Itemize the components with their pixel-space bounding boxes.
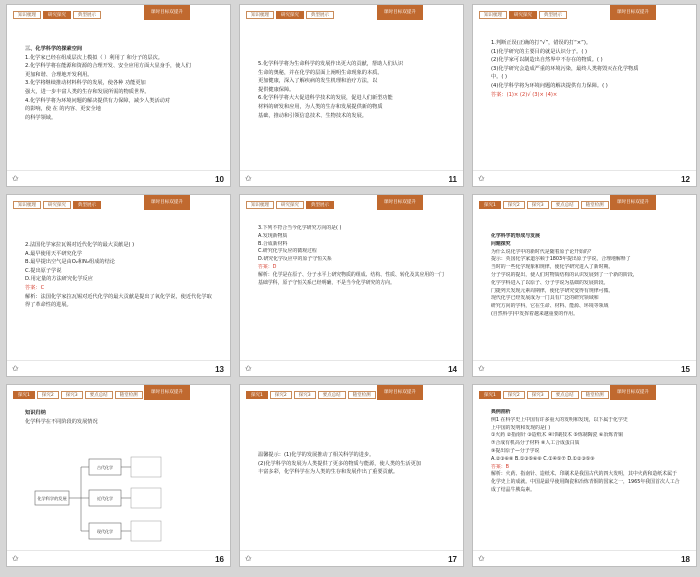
text-line: A.发现新物质	[258, 232, 288, 239]
tab-examples[interactable]: 典型展示	[306, 201, 334, 209]
slide-footer	[473, 360, 696, 376]
text-line: 温馨提示：(1)化学的发展推动了相关科学的进步。	[258, 452, 375, 458]
diagram-root-label: 化学科学的发展	[37, 496, 67, 501]
tab-quiz[interactable]: 随堂检测	[348, 391, 376, 399]
tab-summary[interactable]: 要点总结	[551, 201, 579, 209]
slide-content	[258, 451, 447, 477]
slide-tabs	[479, 11, 567, 19]
slide-number: 12	[681, 175, 690, 184]
slide-thumbnail[interactable]	[239, 4, 464, 187]
slide-number: 11	[448, 175, 457, 184]
slide-content	[258, 60, 447, 120]
slide-thumbnail[interactable]	[472, 4, 697, 187]
slide-banner: 课时目标双提升	[610, 5, 656, 20]
slide-content	[25, 241, 214, 310]
text-line: 化学科学在不同阶段的发展情况	[25, 418, 98, 425]
slide-tabs	[13, 201, 101, 209]
text-line: 为什么说化学中的新时代是随着原子论开始的？	[491, 248, 594, 255]
tab-examples[interactable]: 典型展示	[73, 11, 101, 19]
slide-banner: 课时目标双提升	[377, 5, 423, 20]
text-line: D.用定量的方法研究化学反应	[25, 276, 93, 283]
tab-summary[interactable]: 要点总结	[85, 391, 113, 399]
tab-explore[interactable]: 研究探究	[43, 201, 71, 209]
text-line: 的影响，使 在 的内容、更安全地	[25, 106, 101, 113]
tab-explore-3[interactable]: 探究3	[527, 201, 549, 209]
diagram-stage-label: 现代化学	[97, 529, 113, 534]
slide-footer	[240, 170, 463, 186]
slide-footer	[240, 360, 463, 376]
diagram-stage-label: 近代化学	[97, 496, 113, 501]
slide-footer	[7, 550, 230, 566]
answer-text: 答案：(1)× (2)√ (3)× (4)×	[491, 91, 558, 98]
slide-number: 16	[215, 555, 224, 564]
tab-quiz[interactable]: 随堂检测	[581, 391, 609, 399]
text-line: 三、化学科学的探索空间	[25, 46, 83, 52]
analysis-text: 解析：化学是在原子、分子水平上研究物质的组成、结构、性质、转化及其应用的一门基础学科，原子守恒关系已经明确，不是当今化学研究的方向。	[258, 271, 444, 286]
slide-footer	[7, 360, 230, 376]
text-line: 3.化学将继续推动材料科学的发展，使各种 功能更加	[25, 80, 146, 87]
section-subtitle: 问题探究	[491, 240, 511, 247]
slide-thumbnail[interactable]	[239, 194, 464, 377]
slide-tabs	[246, 391, 376, 399]
star-icon[interactable]: ✩	[245, 554, 252, 563]
slide-thumbnail[interactable]	[6, 384, 231, 567]
text-line: ⑦合成有机高分子材料 ⑧人工合成蛋白质	[491, 440, 580, 447]
slide-tabs	[13, 11, 101, 19]
tab-explore[interactable]: 研究探究	[276, 11, 304, 19]
text-line: 更加健康，深入了解疾病的发生机理和治疗方法，以	[258, 78, 378, 85]
slide-content	[25, 409, 214, 426]
text-line: ①火药 ②指南针 ③造纸术 ④印刷技术 ⑤炼制陶瓷 ⑥冶炼青铜	[491, 432, 623, 439]
text-line: C.提出原子学说	[25, 267, 62, 274]
slide-thumbnail[interactable]	[239, 384, 464, 567]
text-line: 2.法国化学家拉瓦锡对近代化学的最大贡献是( )	[25, 242, 135, 248]
star-icon[interactable]: ✩	[245, 174, 252, 183]
slide-tabs	[479, 391, 609, 399]
text-line: 4.化学科学将为环境问题的解决提供有力保障，减少人类活动对	[25, 97, 171, 104]
slide-banner: 课时目标双提升	[144, 195, 190, 210]
slide-number: 10	[215, 175, 224, 184]
slide-tabs	[246, 11, 334, 19]
slide-banner: 课时目标双提升	[144, 385, 190, 400]
tab-explore-1[interactable]: 探究1	[479, 201, 501, 209]
text-line: 门捷列夫发现元素周期律，使化学研究变得有规律可循。	[491, 287, 614, 294]
slide-content	[491, 233, 680, 319]
star-icon[interactable]: ✩	[12, 174, 19, 183]
text-line: 中。( )	[491, 74, 508, 81]
slide-grid	[6, 4, 697, 567]
tab-examples[interactable]: 典型展示	[73, 201, 101, 209]
tab-examples[interactable]: 典型展示	[306, 11, 334, 19]
slide-banner: 课时目标双提升	[144, 5, 190, 20]
tab-summary[interactable]: 要点总结	[318, 391, 346, 399]
answer-text: 答案：C	[25, 284, 45, 291]
star-icon[interactable]: ✩	[12, 554, 19, 563]
text-line: 的科学领域。	[25, 114, 57, 121]
tab-knowledge[interactable]: 知识梳理	[13, 201, 41, 209]
slide-content	[491, 39, 680, 99]
tab-summary[interactable]: 要点总结	[551, 391, 579, 399]
text-line: D.研究化学反应中的原子守恒关系	[258, 256, 332, 263]
diagram-detail-box	[131, 521, 161, 541]
diagram-detail-box	[131, 488, 161, 508]
slide-content	[25, 45, 214, 122]
tab-knowledge[interactable]: 知识梳理	[246, 201, 274, 209]
tab-explore[interactable]: 研究探究	[276, 201, 304, 209]
slide-number: 15	[681, 365, 690, 374]
text-line: 提供健康保障。	[258, 86, 295, 93]
text-line: ⑨提出原子—分子学说	[491, 447, 540, 454]
star-icon[interactable]: ✩	[245, 364, 252, 373]
answer-text: 答案：B	[491, 463, 510, 470]
tab-explore-2[interactable]: 探究2	[37, 391, 59, 399]
tab-quiz[interactable]: 随堂检测	[581, 201, 609, 209]
text-line: C.研究化学反应的微观过程	[258, 248, 317, 255]
text-line: 分子学说的提出，使人们对物质结构的认识发展到了一个新的阶段，	[491, 271, 638, 278]
text-line: 材料的研发和应用，为人类的生存和发展提供新的物质	[258, 103, 383, 110]
tab-explore-3[interactable]: 探究3	[527, 391, 549, 399]
text-line: 2.化学科学将在能源和资源的合理开发、安全应用方面大显身手，使人们	[25, 63, 191, 70]
text-line: (4)化学科学将为环境问题的解决提供有力保障。( )	[491, 82, 608, 89]
tab-explore-2[interactable]: 探究2	[270, 391, 292, 399]
text-line: 当时的一些化学现象和规律，使化学研究进入了新时期。	[491, 264, 614, 271]
tab-explore[interactable]: 研究探究	[43, 11, 71, 19]
slide-number: 17	[448, 555, 457, 564]
slide-footer	[7, 170, 230, 186]
tab-explore-1[interactable]: 探究1	[479, 391, 501, 399]
text-line: 例1 在科学史上中国有许多重大的发明和发现，以下属于化学史	[491, 416, 628, 423]
text-line: 1.化学家已经在组成层次上模拟（ ）利用了 和分子的层次。	[25, 54, 163, 61]
tab-explore-3[interactable]: 探究3	[61, 391, 83, 399]
text-line: 5.化学科学将为生命科学的发展作出更大的贡献，帮助人们认识	[258, 61, 404, 67]
tab-explore-2[interactable]: 探究2	[503, 201, 525, 209]
text-line: (自然科学)中发挥着越来越重要的作用。	[491, 310, 578, 317]
development-diagram	[33, 455, 163, 545]
text-line: 强大，进一步丰富人类的生存和发展所需的物质世界。	[25, 88, 150, 95]
tab-explore-1[interactable]: 探究1	[246, 391, 268, 399]
diagram-stage-label: 古代化学	[97, 465, 113, 470]
tab-knowledge[interactable]: 知识梳理	[246, 11, 274, 19]
text-line: 化学学科进入了以原子、分子学说为基础的发展阶段。	[491, 279, 609, 286]
tab-knowledge[interactable]: 知识梳理	[13, 11, 41, 19]
text-line: (1)化学研究的主要目的就是认识分子。( )	[491, 48, 588, 55]
tab-explore[interactable]: 研究探究	[509, 11, 537, 19]
tab-examples[interactable]: 典型展示	[539, 11, 567, 19]
slide-tabs	[246, 201, 334, 209]
text-line: 丰富多彩，化学科学在为人类的生存和发展作出了重要贡献。	[258, 469, 399, 476]
text-line: B.合成新材料	[258, 240, 288, 247]
section-title: 知识归纳	[25, 410, 46, 416]
star-icon[interactable]: ✩	[478, 364, 485, 373]
slide-number: 18	[681, 555, 690, 564]
slide-banner: 课时目标双提升	[610, 195, 656, 210]
text-line: (3)化学研究会造成严重的环境污染，最终人类将毁灭在化学物质	[491, 65, 639, 72]
text-line: 6.化学科学将大大促进科学技术的发展，促进人们新型功能	[258, 95, 393, 102]
text-line: 研究方向的学科，它在生命、材料、能源、环境等领域	[491, 303, 609, 310]
text-line: A.最早使用天平研究化学	[25, 250, 82, 257]
analysis-text: 解析：火药、指南针、造纸术、印刷术是我国古代的四大发明，其中火药和造纸术属于化学史上的成就。中国是最早使用陶瓷和冶炼青铜的国家之一，1965年我国首次人工合成了结晶牛胰岛素。	[491, 471, 680, 493]
slide-footer	[473, 170, 696, 186]
slide-number: 14	[448, 365, 457, 374]
diagram-detail-box	[131, 457, 161, 477]
star-icon[interactable]: ✩	[478, 554, 485, 563]
tab-quiz[interactable]: 随堂检测	[115, 391, 143, 399]
analysis-text: 解析：法国化学家拉瓦锡对近代化学的最大贡献是提出了氧化学说，使近代化学取得了革命性的进展。	[25, 293, 212, 309]
text-line: 3.下列不符合当今化学研究方向的是( )	[258, 225, 342, 231]
star-icon[interactable]: ✩	[478, 174, 485, 183]
slide-content	[258, 225, 447, 287]
tab-explore-3[interactable]: 探究3	[294, 391, 316, 399]
slide-banner: 课时目标双提升	[377, 385, 423, 400]
slide-footer	[473, 550, 696, 566]
text-line: B.最早提出空气是由O₂和N₂组成的结论	[25, 259, 115, 266]
tab-explore-2[interactable]: 探究2	[503, 391, 525, 399]
text-line: (2)化学科学的发展为人类提供了更多的物质与能源，使人类的生活更加	[258, 460, 421, 467]
text-line: 生命的奥秘，并在化学的层面上阐明生命现象的本质。	[258, 69, 383, 76]
slide-tabs	[13, 391, 143, 399]
text-line: 更加和谐、合理地开发利用。	[25, 71, 93, 78]
star-icon[interactable]: ✩	[12, 364, 19, 373]
section-title: 典例剖析	[491, 409, 511, 415]
slide-thumbnail[interactable]	[472, 384, 697, 567]
slide-content	[491, 409, 680, 495]
slide-banner: 课时目标双提升	[377, 195, 423, 210]
text-line: 现代化学已经发展成为一门具有广泛的研究领域和	[491, 295, 599, 302]
text-line: 基础，推动和引领信息技术、生物技术的发展。	[258, 112, 367, 119]
tab-explore-1[interactable]: 探究1	[13, 391, 35, 399]
slide-banner: 课时目标双提升	[610, 385, 656, 400]
section-title: 化学科学的形成与发展	[491, 233, 540, 239]
text-line: (2)化学家可以制造出自然界中不存在的物质。( )	[491, 57, 603, 64]
slide-tabs	[479, 201, 609, 209]
text-line: A.②③⑥⑧ B.①③⑤⑥⑧ C.①④⑤⑦ D.①②③⑤⑨	[491, 455, 595, 462]
slide-thumbnail[interactable]	[6, 4, 231, 187]
text-line: 上中国的发明和发现的是( )	[491, 424, 551, 431]
tab-knowledge[interactable]: 知识梳理	[479, 11, 507, 19]
text-line: 1.判断正误(正确的打“√”，错误的打“×”)。	[491, 40, 592, 46]
slide-footer	[240, 550, 463, 566]
text-line: 提示：英国化学家道尔顿于1803年提出原子学说，合理地解释了	[491, 256, 631, 263]
answer-text: 答案：D	[258, 263, 277, 270]
slide-thumbnail[interactable]	[6, 194, 231, 377]
slide-thumbnail[interactable]	[472, 194, 697, 377]
slide-number: 13	[215, 365, 224, 374]
